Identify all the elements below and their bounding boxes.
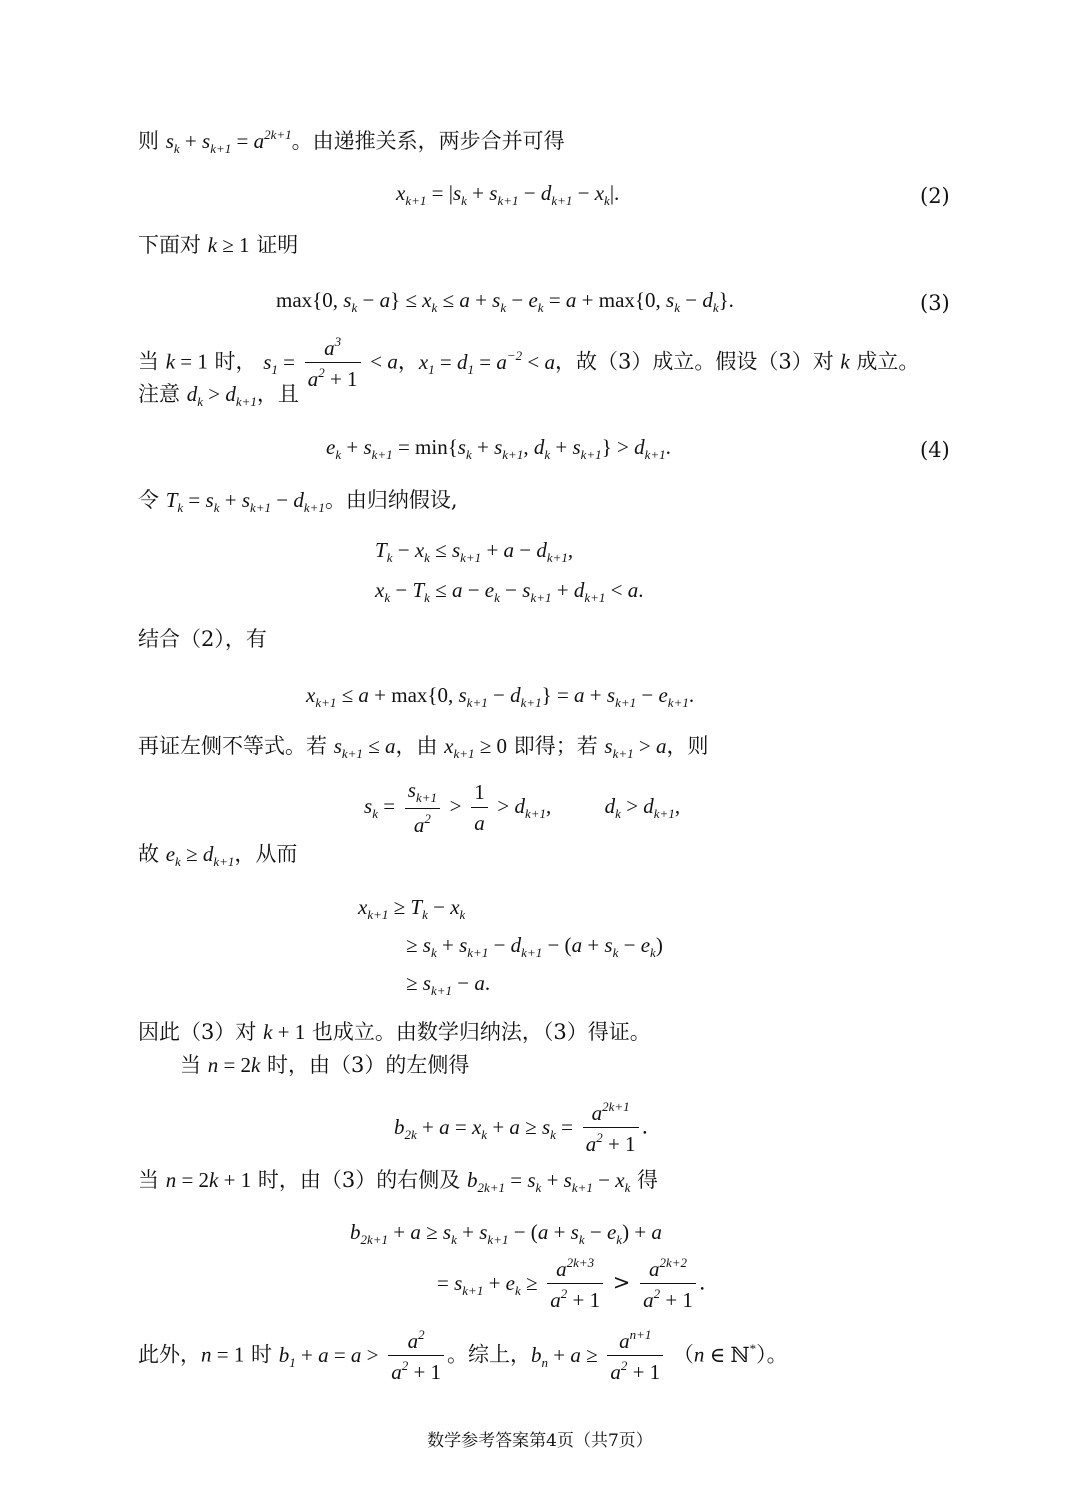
equation: ≥ $s_{k+1} - a$. [406, 971, 491, 998]
text-line: 当 n = 2k 时，由（3）的左侧得 [180, 1053, 470, 1077]
equation-tag: (2) [920, 184, 950, 208]
equation: $b_{2k} + a = x_k + a \ge s_k$ = $\frac{a^{2k+1}}{a^2 + 1}$ . [394, 1099, 649, 1157]
equation: $x_{k+1} \ge T_k - x_k$ [358, 895, 466, 922]
text-line: 因此（3）对 k + 1 也成立。由数学归纳法，（3）得证。 [138, 1020, 651, 1044]
equation-4: $e_k + s_{k+1} = \min\{s_k + s_{k+1}$, $d_k + s_{k+1}\} > d_{k+1}$. [326, 435, 671, 462]
text-line: 当 n = 2k + 1 时，由（3）的右侧及 $b_{2k+1} = s_k + s_{k+1} - x_k$ 得 [138, 1168, 659, 1195]
text-line: 注意 $d_k > d_{k+1}$，且 [138, 382, 299, 409]
equation: = $s_{k+1} + e_k$ ≥ $\frac{a^{2k+3}}{a^2 + 1}$ > $\frac{a^{2k+2}}{a^2 + 1}$ . [437, 1255, 706, 1313]
text-line: 下面对 k ≥ 1 证明 [138, 233, 299, 257]
text-line: 再证左侧不等式。若 $s_{k+1} \le a$，由 $x_{k+1} \ge 0$ 即得；若 $s_{k+1} > a$，则 [138, 734, 709, 761]
equation: $T_k - x_k \le s_{k+1} + a - d_{k+1}$, [375, 538, 574, 565]
text-line: 结合（2），有 [138, 627, 267, 651]
text-line: 令 $T_k = s_k + s_{k+1} - d_{k+1}$。由归纳假设, [138, 488, 458, 515]
page-footer: 数学参考答案第4页（共7页） [427, 1431, 653, 1451]
equation-2: $x_{k+1} = |s_k + s_{k+1} - d_{k+1} - x_k|$. [396, 181, 620, 208]
equation-tag: (3) [920, 291, 950, 315]
equation: $s_k$ = $\frac{s_{k+1}}{a^2}$ > $\frac{1}{a}$ > $d_{k+1}$, $d_k > d_{k+1}$, [364, 778, 681, 837]
equation: $b_{2k+1} + a \ge s_k + s_{k+1} - (a + s_k - e_k) + a$ [350, 1220, 662, 1247]
text-line: 当 k = 1 时， $s_1$ = $\frac{a^3}{a^2 + 1}$ < a，$x_1 = d_1 = a^{-2} < a$，故（3）成立。假设（3）对 k 成立。 [138, 334, 920, 392]
text-line: 故 $e_k \ge d_{k+1}$，从而 [138, 842, 298, 869]
equation: ≥ $s_k + s_{k+1} - d_{k+1} - (a + s_k - e_k)$ [406, 933, 663, 960]
text-line: 则 $s_k + s_{k+1} = a^{2k+1}$。由递推关系，两步合并可得 [138, 127, 565, 156]
equation: $x_{k+1} \le a + \max\{0$, $s_{k+1} - d_{k+1}\} = a + s_{k+1} - e_{k+1}$. [306, 683, 695, 710]
text-line: 此外，n = 1 时 $b_1 + a = a$ > $\frac{a^2}{a^2 + 1}$ 。综上，$b_n + a$ ≥ $\frac{a^{n+1}}{a^2 + 1}$ （n ∈ ℕ*）。 [138, 1327, 788, 1385]
equation-tag: (4) [920, 438, 950, 462]
equation-3: max{0, $s_k - a\} \le x_k \le a + s_k - e_k = a + \max\{0$, $s_k - d_k$}. [276, 288, 734, 315]
equation: $x_k - T_k \le a - e_k - s_{k+1} + d_{k+1} < a$. [375, 578, 644, 605]
